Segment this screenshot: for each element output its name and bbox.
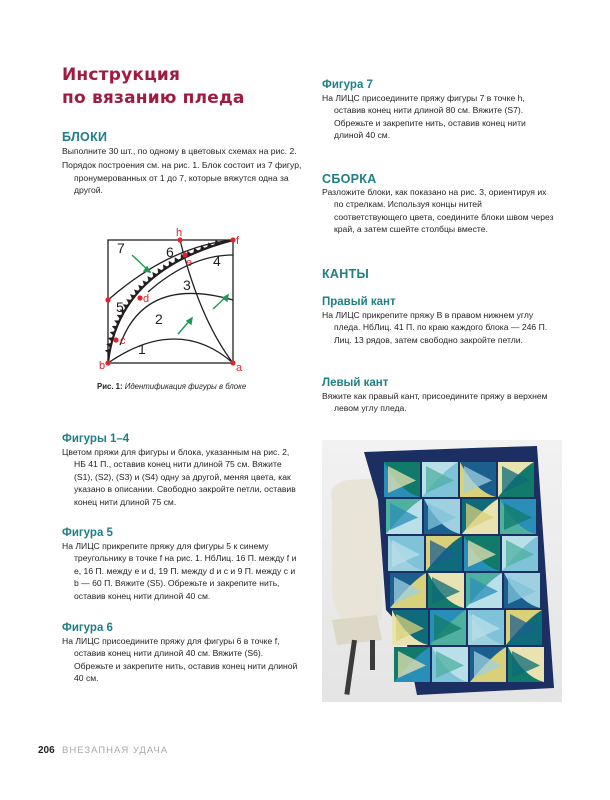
running-title: ВНЕЗАПНАЯ УДАЧА	[62, 745, 169, 756]
point-label: h	[176, 227, 183, 239]
point-marker	[105, 360, 110, 365]
chair-leg	[370, 640, 375, 670]
assembly-heading: СБОРКА	[322, 172, 377, 186]
figure-number: 7	[117, 240, 125, 256]
caption-label: Рис. 1:	[97, 382, 123, 391]
caption-text: Идентификация фигуры в блоке	[124, 382, 247, 391]
left-edge-section	[322, 376, 557, 415]
page-number: 206	[38, 745, 55, 756]
edges-heading: КАНТЫ	[322, 267, 370, 281]
fig7-heading: Фигура 7	[322, 79, 373, 91]
left-edge-para: Вяжите как правый кант, присоедините пряжу в верхнем левом углу пледа.	[322, 391, 548, 414]
fig7-section	[322, 78, 557, 142]
point-marker	[105, 297, 110, 302]
assembly-para: Разложите блоки, как показано на рис. 3, ориентируя их по стрелкам. Используя концы нитей соответствующего цвета, соедините блоки швом через край, а затем сшейте столбцы вместе.	[322, 187, 554, 235]
blocks-heading: БЛОКИ	[62, 130, 108, 144]
fig6-heading: Фигура 6	[62, 622, 113, 634]
point-marker	[230, 360, 235, 365]
figure-number: 6	[166, 244, 174, 260]
figure-caption	[97, 382, 246, 391]
edges-section	[322, 267, 557, 281]
fig7-para: На ЛИЦС присоедините пряжу фигуры 7 в точке h, оставив конец нити длиной 80 см. Вяжите (S7). Обрежьте и закрепите нить, оставив конец нити длиной 40 см.	[322, 93, 526, 141]
point-label: e	[186, 257, 193, 269]
left-edge-heading: Левый кант	[322, 377, 389, 389]
chair-back	[331, 478, 382, 625]
fig6-section	[62, 621, 302, 685]
blanket-photo	[322, 440, 562, 702]
blocks-para-1: Выполните 30 шт., по одному в цветовых схемах на рис. 2.	[62, 146, 297, 156]
figure-number: 2	[155, 311, 163, 327]
curve-1	[108, 339, 233, 363]
figure-number: 4	[213, 253, 221, 269]
title-line-2: по вязанию пледа	[62, 88, 245, 108]
point-label: c	[120, 335, 126, 347]
figure-number: 3	[183, 277, 191, 293]
point-marker	[137, 295, 142, 300]
fig14-section	[62, 432, 302, 508]
fig14-heading: Фигуры 1–4	[62, 433, 130, 445]
fig5-section	[62, 526, 302, 602]
fig5-heading: Фигура 5	[62, 527, 113, 539]
right-edge-section	[322, 295, 557, 346]
right-edge-para: На ЛИЦС прикрепите пряжу B в правом нижнем углу пледа. НбЛиц. 41 П. по краю каждого блока — 246 П. Лиц. 13 рядов, затем свободно закройте петли.	[322, 310, 548, 345]
fig5-para: На ЛИЦС прикрепите пряжу для фигуры 5 к синему треугольнику в точке f на рис. 1. НбЛиц. 16 П. между f и e, 16 П. между e и d, 19 П. между d и c и 9 П. между c и b — 60 П. Вяжите (S5). Обрежьте и закрепите нить, оставив конец нити длиной 40 см.	[62, 541, 297, 601]
point-label: b	[99, 360, 106, 372]
point-marker	[230, 237, 235, 242]
point-label: d	[143, 293, 150, 305]
figure-number: 5	[116, 299, 124, 315]
figure-number: 1	[138, 341, 146, 357]
assembly-section	[322, 172, 557, 236]
watermark: PassionForum.ru	[519, 783, 602, 794]
blocks-section	[62, 130, 302, 197]
fig14-para: Цветом пряжи для фигуры и блока, указанным на рис. 2, НБ 41 П., оставив конец нити длиной 75 см. Вяжите (S1), (S2), (S3) и (S4) одну за другой, меняя цвета, как указано в описании. Свободно закройте петли, оставив конец нити длиной 75 см.	[62, 447, 296, 507]
page-title	[62, 64, 245, 110]
point-marker	[113, 337, 118, 342]
block-diagram	[95, 222, 265, 374]
fig6-para: На ЛИЦС присоедините пряжу для фигуры 6 в точке f, оставив конец нити длиной 40 см. Вяжите (S6). Обрежьте и закрепите нить, оставив конец нити длиной 40 см.	[62, 636, 298, 684]
point-label: a	[236, 362, 243, 374]
arrowhead-icon	[223, 295, 228, 301]
point-label: f	[236, 235, 240, 247]
title-line-1: Инструкция	[62, 65, 181, 85]
blocks-para-2: Порядок построения см. на рис. 1. Блок состоит из 7 фигур, пронумерованных от 1 до 7, которые вяжутся одна за другой.	[62, 160, 302, 196]
right-edge-heading: Правый кант	[322, 296, 396, 308]
